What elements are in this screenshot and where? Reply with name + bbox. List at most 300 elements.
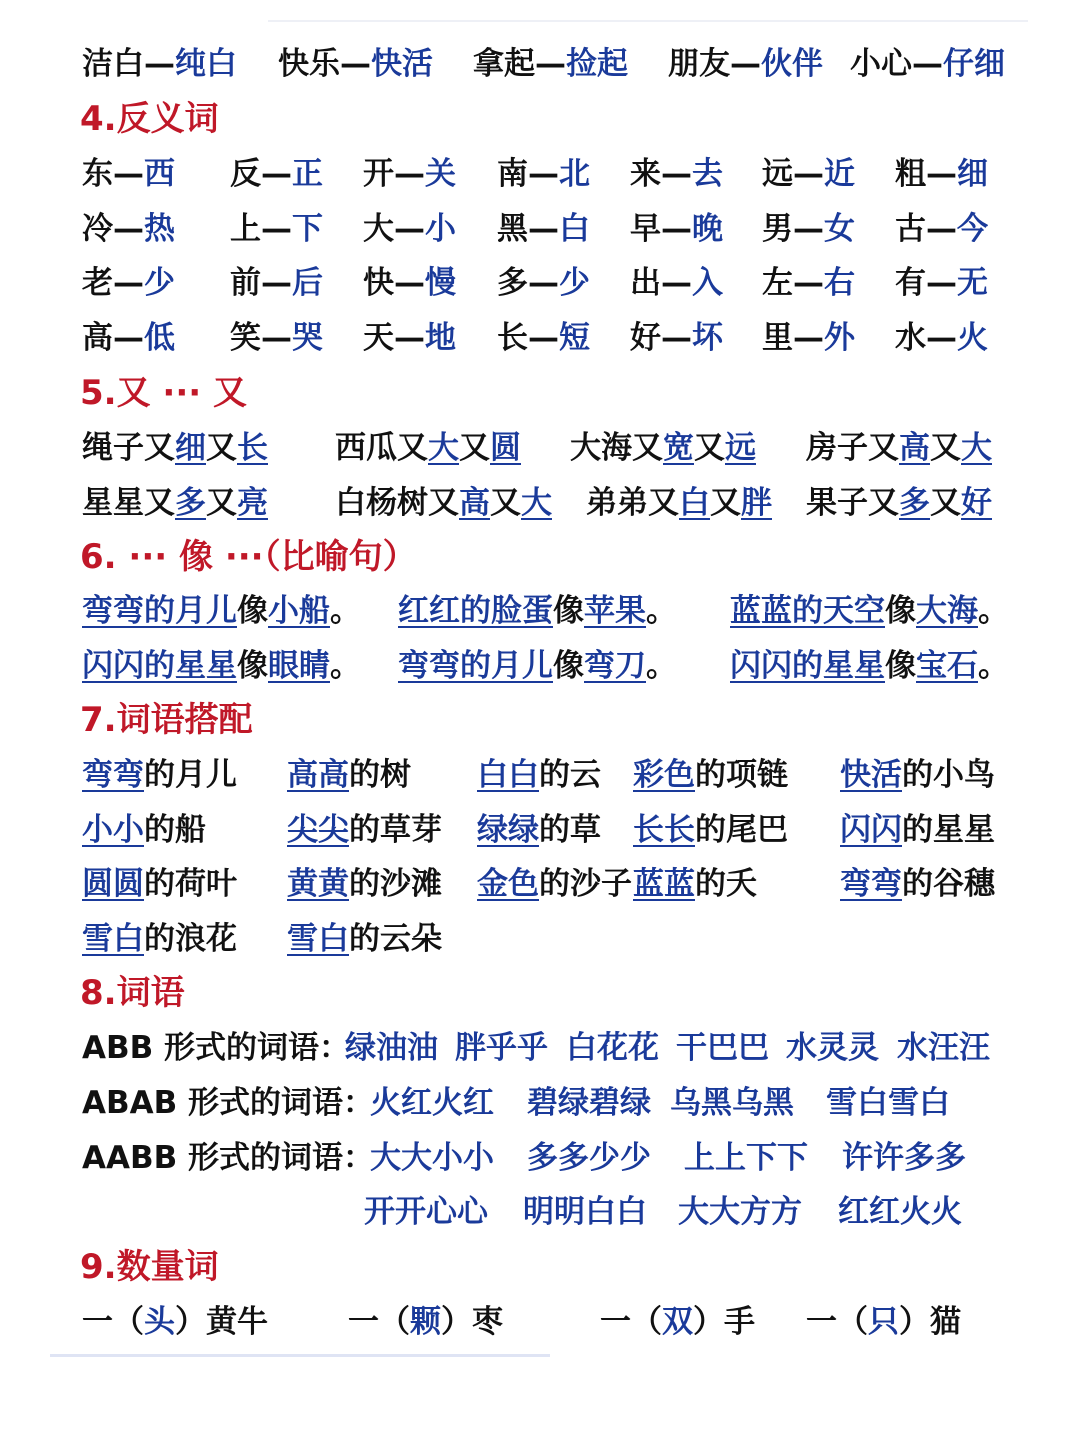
number-prefix: 一（ (82, 1304, 144, 1340)
collocation-item (477, 803, 601, 857)
noun-phrase: 的荷叶 (144, 866, 237, 902)
antonym-row (0, 147, 1080, 201)
measure-item (806, 1295, 961, 1349)
simile-object: 苹果 (584, 593, 646, 629)
collocation-item (633, 748, 788, 802)
answer-word: 多 (899, 484, 930, 521)
antonym-pair (630, 311, 723, 365)
top-divider (268, 20, 1028, 22)
simile-object: 弯刀 (584, 647, 646, 684)
dash: — (793, 265, 824, 301)
abab-row (0, 1076, 1080, 1130)
antonym-word: 左 (762, 265, 793, 301)
word-item (838, 1185, 962, 1239)
antonym-answer: 去 (692, 156, 723, 192)
dash: — (394, 265, 425, 301)
modifier-word: 小小 (82, 811, 144, 848)
connector: 又 (930, 430, 961, 466)
collocation-item (287, 912, 442, 966)
simile-subject: 闪闪的星星 (82, 647, 237, 684)
word: 雪白雪白 (826, 1085, 950, 1121)
simile-sentence (398, 584, 677, 638)
noun: ）枣 (441, 1304, 503, 1340)
word: 明明白白 (523, 1194, 647, 1230)
modifier-word: 弯弯 (840, 866, 902, 902)
dash: — (394, 319, 425, 356)
antonym-answer: 下 (292, 210, 323, 247)
dash: — (528, 156, 559, 192)
noun-phrase: 的云 (539, 757, 601, 793)
word-item (826, 1076, 950, 1130)
antonym-pair (762, 311, 855, 365)
section-heading: 4.反义词 (80, 99, 219, 139)
word-item (527, 1131, 651, 1185)
noun-phrase: 的浪花 (144, 920, 237, 957)
collocation-item (82, 857, 237, 911)
dash: — (261, 156, 292, 192)
connector: 又 (459, 430, 490, 466)
you-you-sentence (806, 476, 992, 530)
antonym-answer: 北 (559, 156, 590, 192)
antonym-word: 快 (363, 265, 394, 301)
antonym-pair (82, 256, 175, 310)
antonym-word: 上 (230, 210, 261, 247)
dash: — (394, 156, 425, 192)
answer-word: 亮 (237, 484, 268, 521)
collocation-item (82, 748, 237, 802)
collocation-item (287, 748, 411, 802)
sentence-start: 大海又 (570, 430, 663, 466)
measure-word: 双 (662, 1304, 693, 1340)
modifier-word: 绿绿 (477, 811, 539, 848)
antonym-answer: 今 (957, 210, 988, 247)
dash: — (926, 156, 957, 192)
antonym-word: 前 (230, 265, 261, 301)
noun-phrase: 的树 (349, 757, 411, 793)
modifier-word: 黄黄 (287, 866, 349, 902)
word-item (370, 1076, 494, 1130)
antonym-word: 水 (895, 319, 926, 356)
antonym-pair (363, 147, 456, 201)
word: 多多少少 (527, 1140, 651, 1176)
period: 。 (646, 647, 677, 684)
connector: 又 (206, 484, 237, 521)
simile-sentence (82, 584, 361, 638)
antonym-answer: 无 (957, 265, 988, 301)
modifier-word: 彩色 (633, 757, 695, 793)
collocation-item (840, 857, 995, 911)
sentence-start: 西瓜又 (335, 430, 428, 466)
number-prefix: 一（ (806, 1304, 868, 1340)
antonym-pair (497, 256, 590, 310)
collocation-item (82, 803, 206, 857)
word-item (345, 1021, 438, 1075)
word: 乌黑乌黑 (670, 1085, 794, 1121)
dash: — (113, 265, 144, 301)
antonym-pair (895, 147, 988, 201)
simile-subject: 红红的脸蛋 (398, 593, 553, 629)
antonym-pair (82, 147, 175, 201)
dash: — (528, 210, 559, 247)
modifier-word: 闪闪 (840, 811, 902, 848)
section-heading: 9.数量词 (80, 1247, 219, 1287)
bottom-divider (50, 1354, 550, 1357)
collocation-item (633, 857, 757, 911)
antonym-pair (762, 256, 855, 310)
word-item (676, 1021, 769, 1075)
word: 水汪汪 (897, 1030, 990, 1066)
simile-object: 眼睛 (268, 647, 330, 684)
measure-word: 颗 (410, 1304, 441, 1340)
word: 碧绿碧绿 (527, 1085, 651, 1121)
modifier-word: 金色 (477, 866, 539, 902)
antonym-answer: 女 (824, 210, 855, 247)
word-item (370, 1131, 494, 1185)
noun: ）手 (693, 1304, 755, 1340)
word: 水灵灵 (786, 1030, 879, 1066)
answer-word: 高 (459, 484, 490, 521)
simile-marker: 像 (553, 647, 584, 684)
antonym-answer: 少 (559, 265, 590, 301)
antonym-word: 高 (82, 319, 113, 356)
modifier-word: 雪白 (82, 920, 144, 957)
antonym-answer: 哭 (292, 319, 323, 356)
simile-subject: 弯弯的月儿 (398, 647, 553, 684)
modifier-word: 弯弯 (82, 757, 144, 793)
dash: — (394, 210, 425, 247)
simile-marker: 像 (885, 593, 916, 629)
sentence-start: 绳子又 (82, 430, 175, 466)
connector: 又 (206, 430, 237, 466)
noun-phrase: 的星星 (902, 811, 995, 848)
antonym-pair (630, 256, 723, 310)
dash: — (528, 265, 559, 301)
simile-sentence (730, 584, 1009, 638)
collocation-row (0, 803, 1080, 857)
simile-object: 小船 (268, 593, 330, 629)
modifier-word: 高高 (287, 757, 349, 793)
antonym-pair (895, 311, 988, 365)
word: 胖乎乎 (455, 1030, 548, 1066)
collocation-row (0, 857, 1080, 911)
antonym-word: 男 (762, 210, 793, 247)
answer-word: 高 (899, 430, 930, 466)
antonym-word: 黑 (497, 210, 528, 247)
word: 绿油油 (345, 1030, 438, 1066)
simile-marker: 像 (237, 593, 268, 629)
collocation-row (0, 748, 1080, 802)
answer-word: 多 (175, 484, 206, 521)
answer-word: 大 (521, 484, 552, 521)
antonym-pair (762, 147, 855, 201)
word-item (897, 1021, 990, 1075)
noun-phrase: 的船 (144, 811, 206, 848)
antonym-word: 来 (630, 156, 661, 192)
modifier-word: 长长 (633, 811, 695, 848)
answer-word: 远 (725, 430, 756, 466)
you-you-sentence (335, 476, 552, 530)
dash: — (926, 319, 957, 356)
antonym-pair (363, 256, 456, 310)
collocation-item (477, 748, 601, 802)
simile-subject: 蓝蓝的天空 (730, 593, 885, 629)
you-you-sentence (82, 421, 268, 475)
antonym-pair (497, 147, 590, 201)
collocation-item (287, 803, 442, 857)
simile-sentence (82, 639, 361, 693)
antonym-word: 反 (230, 156, 261, 192)
answer-word: 胖 (741, 484, 772, 521)
antonym-row (0, 311, 1080, 365)
word-item (566, 1021, 659, 1075)
antonym-answer: 火 (957, 319, 988, 356)
modifier-word: 尖尖 (287, 811, 349, 848)
modifier-word: 蓝蓝 (633, 866, 695, 902)
noun-phrase: 的月儿 (144, 757, 237, 793)
dash: — (661, 156, 692, 192)
you-you-row (0, 476, 1080, 530)
antonym-word: 老 (82, 265, 113, 301)
noun-phrase: 的小鸟 (902, 757, 995, 793)
sentence-start: 白杨树又 (335, 484, 459, 521)
antonym-word: 天 (363, 319, 394, 356)
antonym-word: 里 (762, 319, 793, 356)
noun-phrase: 的草 (539, 811, 601, 848)
antonym-answer: 细 (957, 156, 988, 192)
antonym-answer: 后 (292, 265, 323, 301)
you-you-row (0, 421, 1080, 475)
simile-object: 宝石 (916, 647, 978, 684)
antonym-answer: 短 (559, 319, 590, 356)
answer-word: 白 (679, 484, 710, 521)
antonym-pair (230, 311, 323, 365)
simile-subject: 弯弯的月儿 (82, 593, 237, 629)
noun: ）猫 (899, 1304, 961, 1340)
section-heading: 5.又 ··· 又 (80, 373, 247, 413)
antonym-pair (630, 202, 723, 256)
antonym-word: 好 (630, 319, 661, 356)
section-heading: 8.词语 (80, 973, 185, 1013)
noun-phrase: 的云朵 (349, 920, 442, 957)
answer-word: 大 (961, 430, 992, 466)
sentence-start: 房子又 (806, 430, 899, 466)
synonym-pair: 朋友—伙伴 (668, 46, 823, 82)
answer-word: 长 (237, 430, 268, 466)
answer-word: 好 (961, 484, 992, 521)
noun: ）黄牛 (175, 1304, 268, 1340)
dash: — (661, 265, 692, 301)
antonym-word: 古 (895, 210, 926, 247)
antonym-pair (230, 256, 323, 310)
modifier-word: 雪白 (287, 920, 349, 957)
antonym-answer: 正 (292, 156, 323, 192)
form-label (82, 1076, 374, 1130)
simile-sentence (730, 639, 1009, 693)
dash: — (793, 210, 824, 247)
dash: — (926, 210, 957, 247)
answer-word: 细 (175, 430, 206, 466)
noun-phrase: 的谷穗 (902, 866, 995, 902)
antonym-row (0, 256, 1080, 310)
you-you-sentence (586, 476, 772, 530)
word: 开开心心 (364, 1194, 488, 1230)
abb-row (0, 1021, 1080, 1075)
word-item (842, 1131, 966, 1185)
antonym-answer: 外 (824, 319, 855, 356)
synonym-pair: 小心—仔细 (850, 46, 1005, 82)
section-title-collocation (0, 693, 1080, 747)
synonym-pair: 洁白—纯白 (82, 46, 237, 82)
answer-word: 大 (428, 430, 459, 466)
dash: — (661, 319, 692, 356)
antonym-word: 笑 (230, 319, 261, 356)
noun-phrase: 的项链 (695, 757, 788, 793)
section-heading: 6. ··· 像 ···（比喻句） (80, 537, 417, 577)
measure-word: 只 (868, 1304, 899, 1340)
antonym-pair (895, 256, 988, 310)
dash: — (661, 210, 692, 247)
simile-marker: 像 (553, 593, 584, 629)
antonym-word: 出 (630, 265, 661, 301)
form-label (82, 1021, 350, 1075)
antonym-pair (82, 311, 175, 365)
antonym-word: 早 (630, 210, 661, 247)
antonym-word: 粗 (895, 156, 926, 192)
antonym-word: 开 (363, 156, 394, 192)
period: 。 (978, 647, 1009, 684)
section-title-you-you (0, 366, 1080, 420)
measure-word: 头 (144, 1304, 175, 1340)
word-item (527, 1076, 651, 1130)
dash: — (793, 156, 824, 192)
noun-phrase: 的夭 (695, 866, 757, 902)
section-title-antonyms (0, 92, 1080, 146)
collocation-row (0, 912, 1080, 966)
antonym-word: 冷 (82, 210, 113, 247)
sentence-start: 星星又 (82, 484, 175, 521)
antonym-answer: 晚 (692, 210, 723, 247)
word-item (684, 1131, 808, 1185)
word: 火红火红 (370, 1085, 494, 1121)
noun-phrase: 的草芽 (349, 811, 442, 848)
dash: — (113, 156, 144, 192)
measure-item (348, 1295, 503, 1349)
antonym-pair (630, 147, 723, 201)
dash: — (113, 210, 144, 247)
you-you-sentence (806, 421, 992, 475)
antonym-answer: 西 (144, 156, 175, 192)
connector: 又 (490, 484, 521, 521)
noun-phrase: 的沙滩 (349, 866, 442, 902)
word: 白花花 (566, 1030, 659, 1066)
dash: — (793, 319, 824, 356)
antonym-pair (82, 202, 175, 256)
modifier-word: 圆圆 (82, 866, 144, 902)
dash: — (261, 265, 292, 301)
antonym-word: 多 (497, 265, 528, 301)
measure-item (82, 1295, 268, 1349)
antonym-answer: 右 (824, 265, 855, 301)
antonym-word: 长 (497, 319, 528, 356)
antonym-answer: 坏 (692, 319, 723, 356)
antonym-answer: 白 (559, 210, 590, 247)
antonym-answer: 地 (425, 319, 456, 356)
period: 。 (646, 593, 677, 629)
antonym-pair (230, 202, 323, 256)
collocation-item (82, 912, 237, 966)
you-you-sentence (82, 476, 268, 530)
section-title-simile (0, 530, 1080, 584)
connector: 又 (694, 430, 725, 466)
collocation-item (477, 857, 632, 911)
word: 大大小小 (370, 1140, 494, 1176)
word: 红红火火 (838, 1194, 962, 1230)
word: 上上下下 (684, 1140, 808, 1176)
antonym-answer: 慢 (425, 265, 456, 301)
measure-item (600, 1295, 755, 1349)
sentence-start: 弟弟又 (586, 484, 679, 521)
dash: — (261, 210, 292, 247)
simile-row (0, 584, 1080, 638)
antonym-word: 南 (497, 156, 528, 192)
modifier-word: 白白 (477, 757, 539, 793)
you-you-sentence (335, 421, 521, 475)
dash: — (926, 265, 957, 301)
sentence-start: 果子又 (806, 484, 899, 521)
number-prefix: 一（ (348, 1304, 410, 1340)
modifier-word: 快活 (840, 757, 902, 793)
antonym-pair (497, 311, 590, 365)
you-you-sentence (570, 421, 756, 475)
word-item (455, 1021, 548, 1075)
antonym-pair (762, 202, 855, 256)
number-prefix: 一（ (600, 1304, 662, 1340)
collocation-item (633, 803, 788, 857)
antonym-answer: 小 (425, 210, 456, 247)
section-title-measure (0, 1240, 1080, 1294)
answer-word: 宽 (663, 430, 694, 466)
antonym-answer: 近 (824, 156, 855, 192)
form-label-text: ABB 形式的词语： (82, 1030, 351, 1066)
noun-phrase: 的沙子 (539, 866, 632, 902)
collocation-item (840, 803, 995, 857)
simile-subject: 闪闪的星星 (730, 647, 885, 684)
dash: — (528, 319, 559, 356)
antonym-pair (363, 311, 456, 365)
collocation-item (287, 857, 442, 911)
answer-word: 圆 (490, 430, 521, 466)
synonym-row (0, 37, 1080, 91)
antonym-pair (363, 202, 456, 256)
simile-sentence (398, 639, 677, 693)
antonym-pair (895, 202, 988, 256)
word-item (786, 1021, 879, 1075)
word: 干巴巴 (676, 1030, 769, 1066)
word: 许许多多 (842, 1140, 966, 1176)
connector: 又 (710, 484, 741, 521)
dash: — (261, 319, 292, 356)
antonym-pair (230, 147, 323, 201)
antonym-answer: 入 (692, 265, 723, 301)
period: 。 (978, 593, 1009, 629)
simile-object: 大海 (916, 593, 978, 629)
word-item (364, 1185, 488, 1239)
antonym-row (0, 202, 1080, 256)
synonym-pair: 快乐—快活 (278, 46, 433, 82)
antonym-word: 有 (895, 265, 926, 301)
word-item (670, 1076, 794, 1130)
form-label-text: AABB 形式的词语： (82, 1140, 375, 1176)
